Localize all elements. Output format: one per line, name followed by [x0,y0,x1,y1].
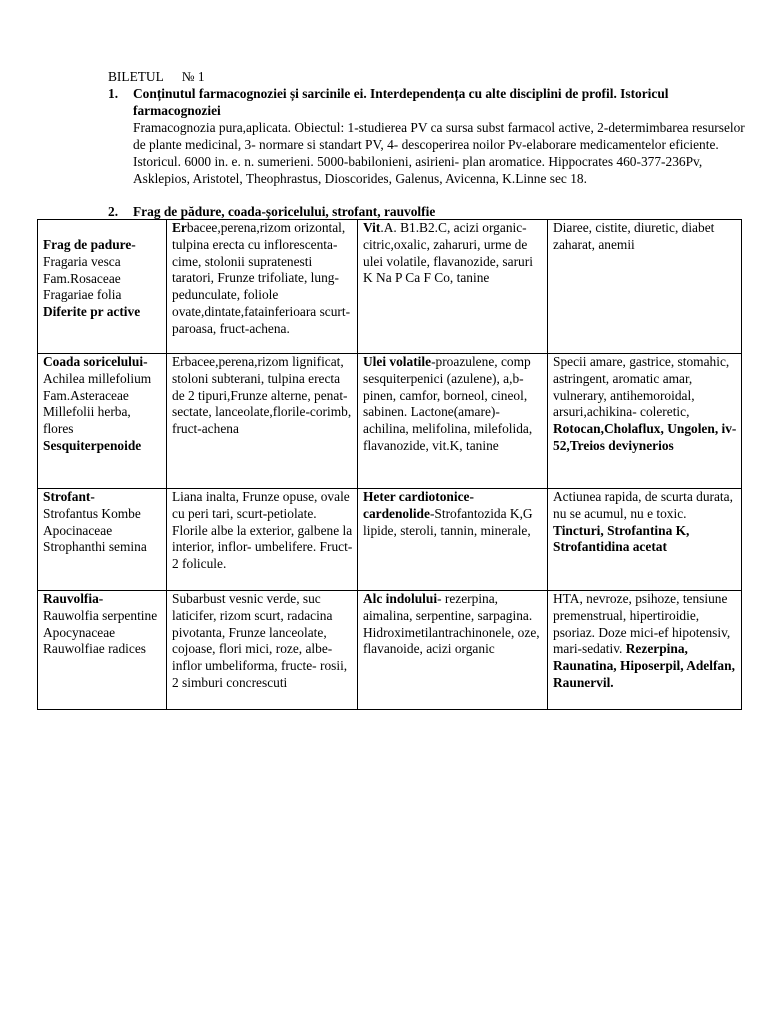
morphology-text: Subarbust vesnic verde, suc laticifer, rizom scurt, radacina pivotanta, Frunze lanceolate, cojoase, flori mici, roze, albe- inflor umbeliforma, fructe- rosii, 2 simburi concrescuti [172,591,348,690]
plant-active-group: Sesquiterpenoide [43,437,142,453]
morphology-bold: Er [172,220,187,235]
uses-bold: Rotocan,Cholaflux, Ungolen, iv-52,Treios deviynerios [553,421,737,453]
morphology-cell [167,220,358,354]
plant-latin: Achilea millefolium [43,370,152,386]
composition-cell [358,489,548,591]
question-2-title: Frag de pădure, coada-șoricelului, strofant, rauvolfie [133,204,436,219]
plants-table [37,219,742,710]
morphology-cell [167,489,358,591]
ticket-number: № 1 [181,69,205,84]
plant-material: Rauwolfiae radices [43,641,146,657]
plant-active-group: Diferite pr active [43,304,141,320]
composition-bold: Heter cardiotonice-cardenolide [363,489,474,521]
uses-text: Diaree, cistite, diuretic, diabet zaharat, anemii [553,220,715,252]
plant-family: Apocinaceae [43,522,113,538]
uses-bold: Rezerpina, Raunatina, Hiposerpil, Adelfan, Raunervil. [553,641,735,690]
table-row [38,354,742,489]
plant-material: Millefolii herba, flores [43,404,131,437]
ticket-title [108,68,205,85]
composition-text: -Strofantozida K,G lipide, steroli, tannin, minerale, [363,505,533,538]
plant-name: Frag de padure- [43,237,136,252]
question-2-number: 2. [108,204,119,219]
question-1-body: Framacognozia pura,aplicata. Obiectul: 1-studierea PV ca sursa subst farmacol active, 2-determimbarea resurselor de plante medicinal, 3- normare si standart PV, 4- descoperirea noilor Pv-elaborare medicamentelor eficiente. Istoricul. 6000 in. e. n. sumerieni. 5000-babilonieni, asirieni- plan aromatice. Hippocrates 460-377-236Pv, Asklepios, Aristotel, Theophrastus, Dioscorides, Galenus, Avicenna, K.Linne sec 18. [133,120,745,186]
question-1 [108,85,748,187]
composition-bold: Vit [363,220,381,235]
table-row [38,591,742,710]
morphology-text: Liana inalta, Frunze opuse, ovale cu peri tari, scurt-petiolate. Florile albe la exterior, galbene la interior, inflor- umbelifere. Fruct- 2 folicule. [172,489,353,572]
question-2 [108,203,748,220]
composition-text: .A. B1.B2.C, acizi organic-citric,oxalic, zaharuri, urme de ulei volatile, flavanozide, saruri K Na P Ca F Co, tanine [363,220,533,286]
plant-family: Fam.Asteraceae [43,387,129,403]
plant-name-cell [38,489,167,591]
morphology-text: bacee,perena,rizom orizontal, tulpina erecta cu inflorescenta-cime, stolonii supratenesti taratori, Frunze trifoliate, lung-pedunculate, foliole ovate,dintate,fatainferioara scurt-paroasa, fruct-achena. [172,220,351,336]
question-1-number: 1. [108,86,119,101]
plant-name-cell [38,591,167,710]
morphology-cell [167,591,358,710]
uses-bold: Tincturi, Strofantina K, Strofantidina acetat [553,522,690,555]
plant-name-cell [38,354,167,489]
plant-family: Apocynaceae [43,624,116,640]
composition-cell [358,220,548,354]
uses-text: Actiunea rapida, de scurta durata, nu se acumul, nu e toxic. [553,489,733,521]
uses-cell [548,591,742,710]
ticket-title-label: BILETUL [108,69,164,84]
composition-bold: Alc indolului [363,591,438,606]
uses-text: Specii amare, gastrice, stomahic, astringent, aromatic amar, vulnerary, antihemoroidal, arsuri,achikina- coleretic, [553,354,730,420]
uses-cell [548,354,742,489]
morphology-cell [167,354,358,489]
uses-cell [548,489,742,591]
plant-latin: Strofantus Kombe [43,505,141,521]
plant-name-cell [38,220,167,354]
plant-name: Coada soricelului- [43,354,148,369]
table-row [38,489,742,591]
question-1-title: Conținutul farmacognoziei și sarcinile ei. Interdependența cu alte disciplini de profil. Istoricul farmacognoziei [133,86,669,118]
plant-family: Fam.Rosaceae [43,270,121,286]
composition-text: -proazulene, comp sesquiterpenici (azulene), a,b-pinen, camfor, borneol, cineol, sabinen. Lactone(amare)-achilina, melifolina, milefolida, flavanozide, vit.K, tanine [363,354,533,453]
composition-cell [358,591,548,710]
morphology-text: Erbacee,perena,rizom lignificat, stoloni subterani, tulpina erecta de 2 tipuri,Frunze alterne, penat-sectate, lanceolate,florile-corimb, fruct-achena [172,354,352,437]
plant-name: Strofant- [43,489,95,504]
uses-cell [548,220,742,354]
plant-latin: Fragaria vesca [43,253,121,269]
composition-text: - rezerpina, aimalina, serpentine, sarpagina. Hidroximetilantrachinonele, oze, flavanoide, acizi organic [363,591,540,657]
plant-material: Fragariae folia [43,287,122,303]
plant-name: Rauvolfia- [43,591,104,606]
table-row [38,220,742,354]
uses-text: HTA, nevroze, psihoze, tensiune premenstrual, hipertiroidie, psoriaz. Doze mici-ef hipotensiv, mari-sedativ. [553,591,731,657]
plant-latin: Rauwolfia serpentine [43,607,158,623]
composition-cell [358,354,548,489]
plant-material: Strophanthi semina [43,539,147,555]
composition-bold: Ulei volatile [363,354,432,369]
